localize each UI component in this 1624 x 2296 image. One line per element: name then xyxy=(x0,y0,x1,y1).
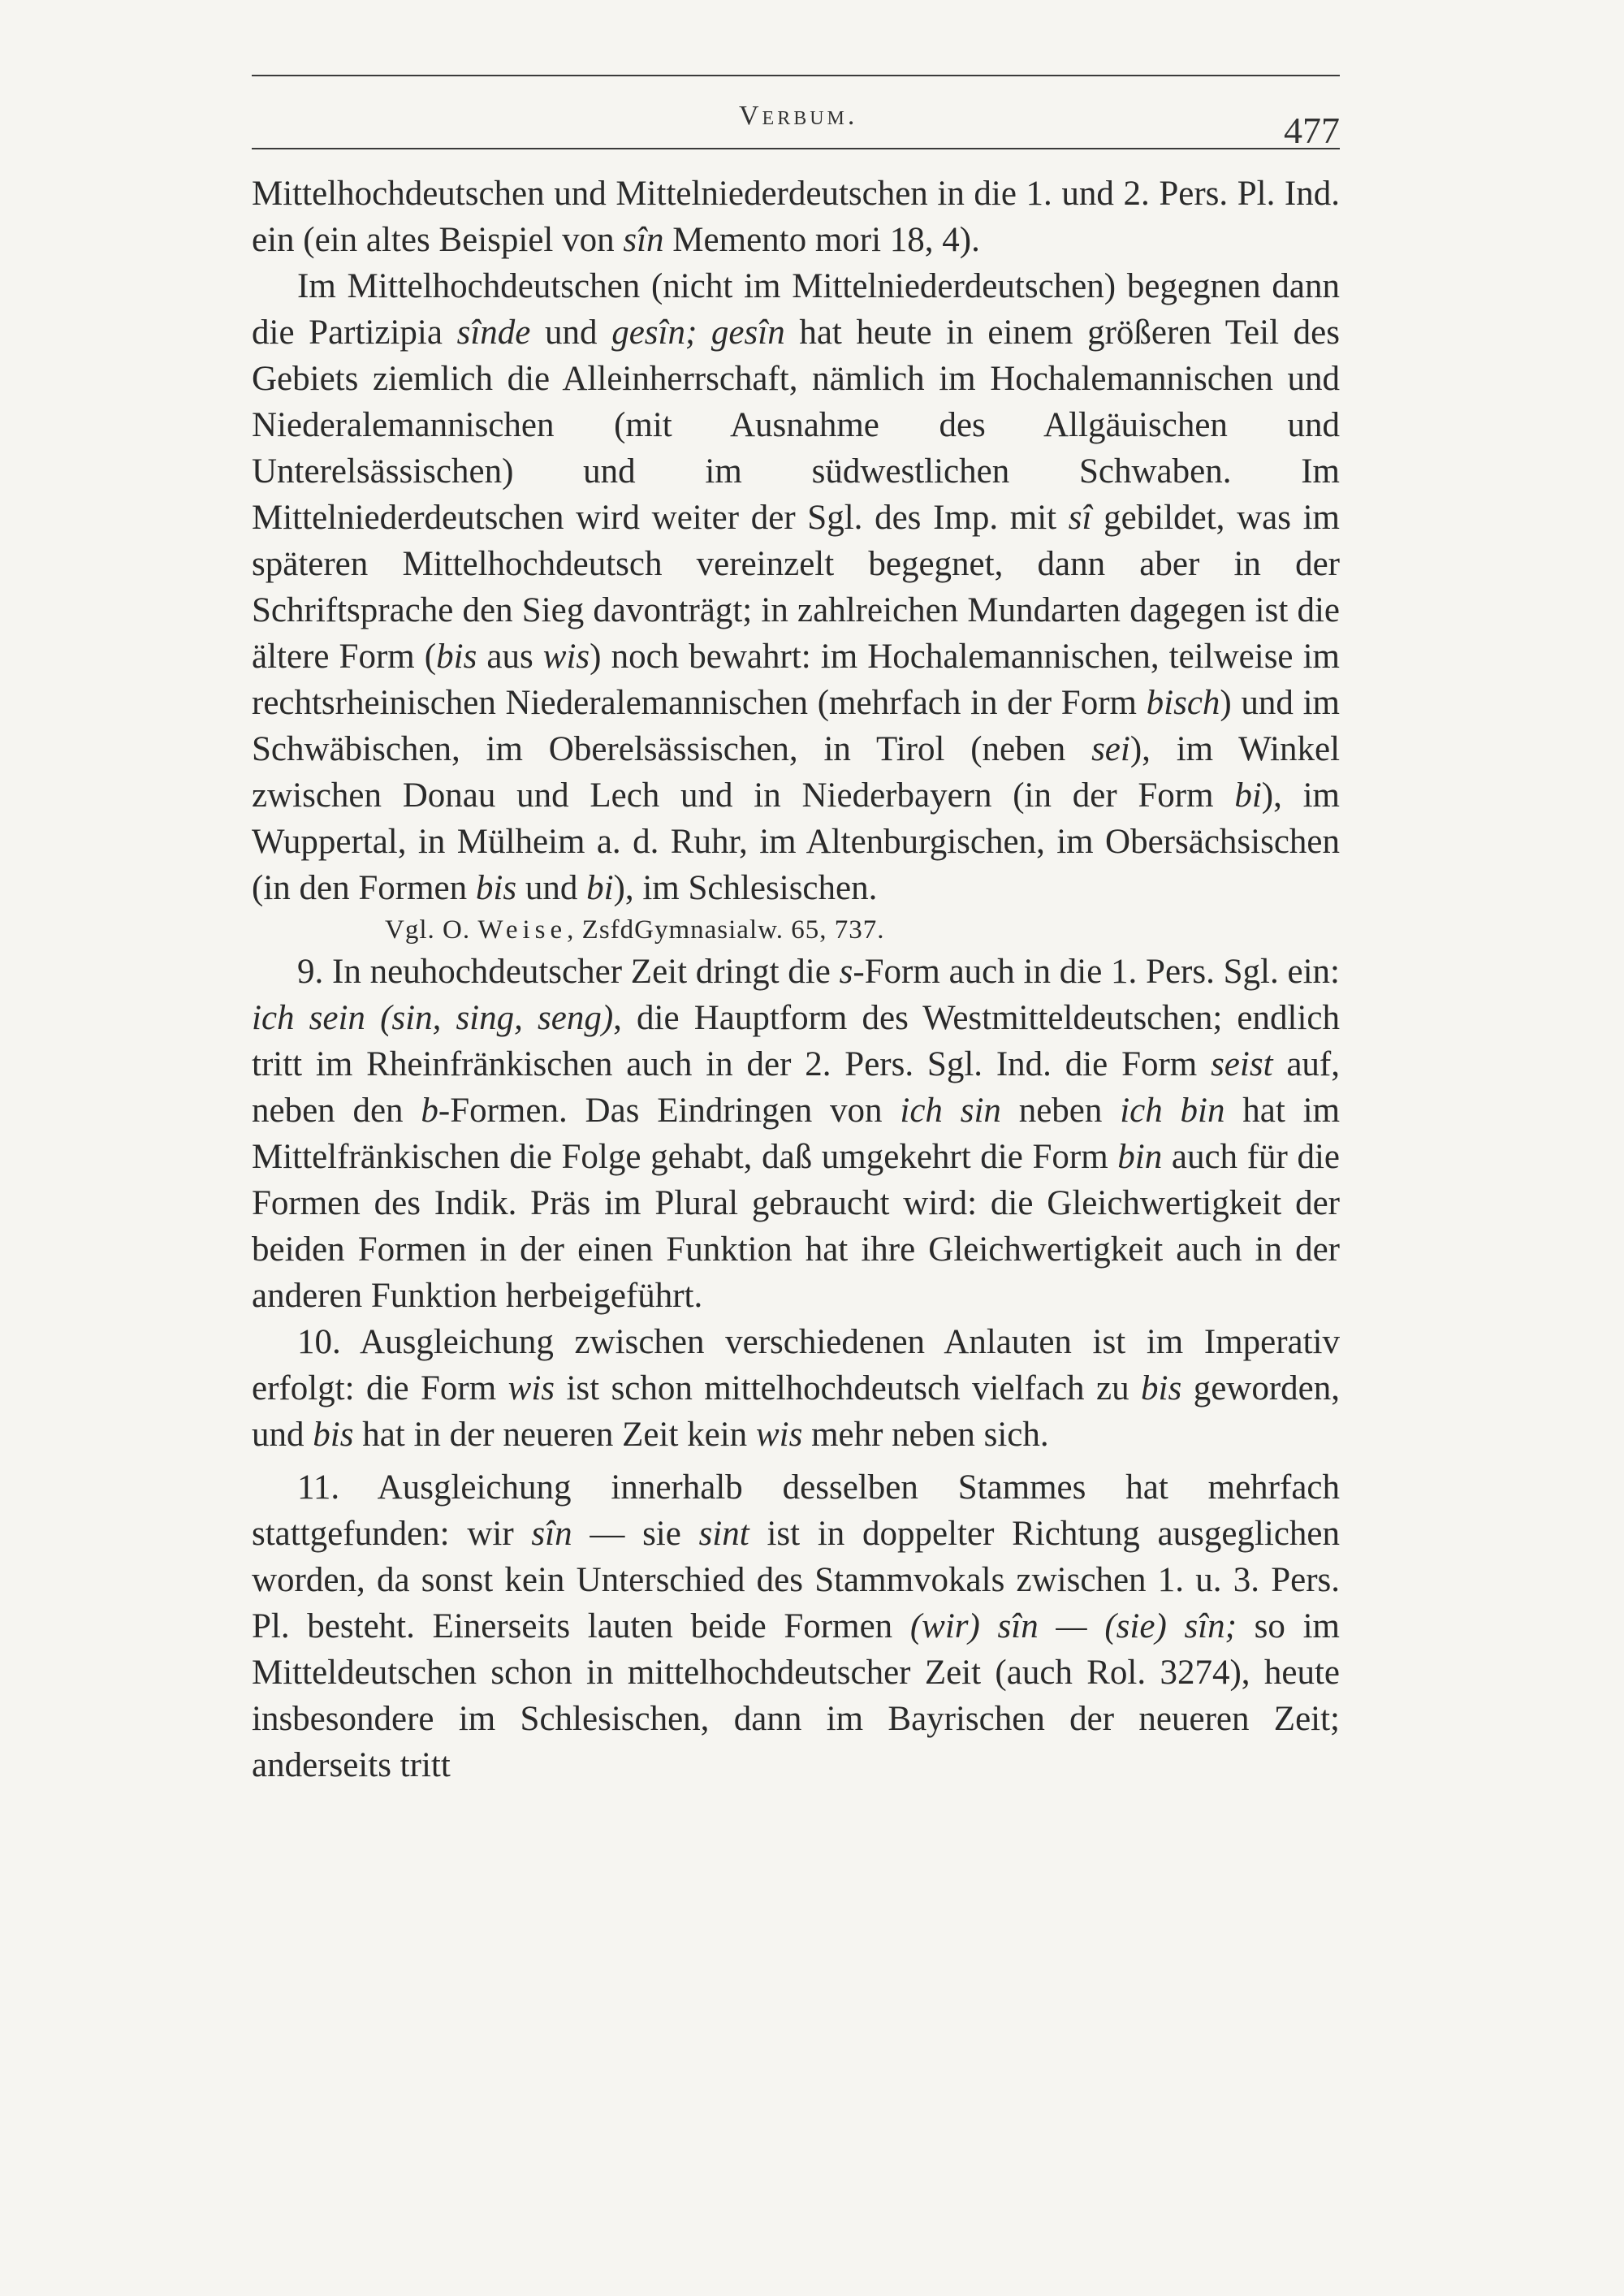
running-head: Verbum. xyxy=(739,101,858,131)
paragraph-participles: Im Mittelhochdeutschen (nicht im Mittelniederdeutschen) begegnen dann die Partizipia sînde und gesîn; gesîn hat heute in einem größeren Teil des Gebiets ziemlich die Alleinherrschaft, nämlich im Hochalemannischen und Niederalemannischen (mit Ausnahme des Allgäuischen und Unterelsässischen) und im südwestlichen Schwaben. Im Mittelniederdeutschen wird weiter der Sgl. des Imp. mit sî gebildet, was im späteren Mittelhochdeutsch vereinzelt begegnet, dann aber in der Schriftsprache den Sieg davonträgt; in zahlreichen Mundarten dagegen ist die ältere Form (bis aus wis) noch bewahrt: im Hochalemannischen, teilweise im rechtsrheinischen Niederalemannischen (mehrfach in der Form bisch) und im Schwäbischen, im Oberelsässischen, in Tirol (neben sei), im Winkel zwischen Donau und Lech und in Niederbayern (in der Form bi), im Wuppertal, in Mülheim a. d. Ruhr, im Altenburgischen, im Obersächsischen (in den Formen bis und bi), im Schlesischen. xyxy=(252,267,1341,907)
header-rule-top xyxy=(252,75,1340,76)
page-number: 477 xyxy=(1284,110,1340,151)
paragraph-9: 9. In neuhochdeutscher Zeit dringt die s-Form auch in die 1. Pers. Sgl. ein: ich sein (sin, sing, seng), die Hauptform des Westmitteldeutschen; endlich tritt im Rheinfränkischen auch in der 2. Pers. Sgl. Ind. die Form seist auf, neben den b-Formen. Das Eindringen von ich sin neben ich bin hat im Mittelfränkischen die Folge gehabt, daß umgekehrt die Form bin auch für die Formen des Indik. Präs im Plural gebraucht wird: die Gleichwertigkeit der beiden Formen in der einen Funktion hat ihre Gleichwertigkeit auch in der anderen Funktion herbeigeführt. xyxy=(252,953,1341,1315)
paragraph-continuation: Mittelhochdeutschen und Mittelniederdeutschen in die 1. und 2. Pers. Pl. Ind. ein (ein altes Beispiel von sîn Memento mori 18, 4). xyxy=(252,175,1340,259)
body-text xyxy=(252,171,1340,1788)
paragraph-10: 10. Ausgleichung zwischen verschiedenen Anlauten ist im Imperativ erfolgt: die Form wis ist schon mittelhochdeutsch vielfach zu bis geworden, und bis hat in der neueren Zeit kein wis mehr neben sich. xyxy=(252,1323,1340,1454)
literature-reference: Vgl. O. Weise, ZsfdGymnasialw. 65, 737. xyxy=(385,915,885,945)
paragraph-11: 11. Ausgleichung innerhalb desselben Stammes hat mehrfach stattgefunden: wir sîn — sie sint ist in doppelter Richtung ausgeglichen worden, da sonst kein Unterschied des Stammvokals zwischen 1. u. 3. Pers. Pl. besteht. Einerseits lauten beide Formen (wir) sîn — (sie) sîn; so im Mitteldeutschen schon in mittelhochdeutscher Zeit (auch Rol. 3274), heute insbesondere im Schlesischen, dann im Bayrischen der neueren Zeit; anderseits tritt xyxy=(252,1468,1340,1784)
header-rule-bottom xyxy=(252,148,1340,149)
